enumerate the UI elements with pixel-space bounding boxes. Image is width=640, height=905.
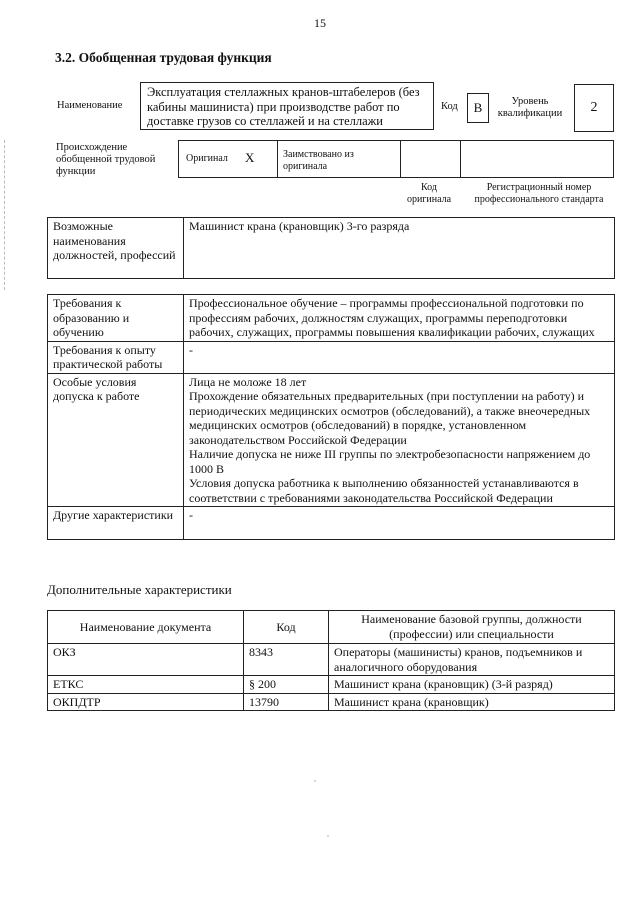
- requirement-label: Другие характеристики: [48, 507, 184, 540]
- requirement-line: Условия допуска работника к выполнению обязанностей устанавливаются в соответствии с требованиями законодательства Российской Федерации: [189, 476, 579, 505]
- table-cell: Машинист крана (крановщик): [329, 693, 615, 711]
- table-row: [48, 373, 615, 507]
- reg-number-caption: Регистрационный номер профессионального стандарта: [474, 182, 604, 205]
- code-label: Код: [441, 101, 458, 112]
- function-name-value: Эксплуатация стеллажных кранов-штабелеров (без кабины машиниста) при производстве работ по доставке грузов со стеллажей и на стеллажи: [147, 85, 420, 128]
- code-value: B: [473, 100, 483, 115]
- positions-table: [47, 217, 615, 279]
- requirement-value: [184, 507, 615, 540]
- requirements-table: [47, 294, 615, 540]
- cell-divider: [460, 141, 461, 177]
- borrowed-label: Заимствовано из оригинала: [283, 149, 354, 172]
- scan-edge-mark: [4, 140, 6, 290]
- requirement-label: Требования к образованию и обучению: [48, 295, 184, 342]
- scan-dot: [327, 835, 329, 837]
- scan-dot: [314, 780, 316, 782]
- requirement-line: -: [189, 342, 193, 357]
- table-row: [48, 507, 615, 540]
- requirement-line: Наличие допуска не ниже III группы по электробезопасности напряжением до 1000 В: [189, 447, 591, 476]
- table-row: [48, 644, 615, 676]
- additional-title: Дополнительные характеристики: [47, 582, 232, 597]
- table-row: [48, 693, 615, 711]
- positions-label: Возможные наименования должностей, профессий: [48, 218, 184, 279]
- header-cell: Наименование документа: [48, 611, 244, 644]
- origin-label: Происхождение обобщенной трудовой функции: [56, 142, 156, 177]
- requirement-line: -: [189, 508, 193, 522]
- cell-divider: [277, 141, 278, 177]
- table-row: [48, 218, 615, 279]
- table-cell: ОКПДТР: [48, 693, 244, 711]
- level-box: [574, 84, 614, 132]
- table-cell: Машинист крана (крановщик) (3-й разряд): [329, 676, 615, 694]
- table-row: [48, 341, 615, 373]
- table-header-row: [48, 611, 615, 644]
- additional-table: [47, 610, 615, 711]
- original-mark: X: [245, 150, 255, 165]
- header-cell: Код: [244, 611, 329, 644]
- code-original-caption: Код оригинала: [406, 182, 452, 205]
- table-cell: ЕТКС: [48, 676, 244, 694]
- function-name-box: [140, 82, 434, 130]
- table-cell: Операторы (машинисты) кранов, подъемников и аналогичного оборудования: [329, 644, 615, 676]
- table-cell: ОКЗ: [48, 644, 244, 676]
- code-box: [467, 93, 489, 123]
- table-cell: 8343: [244, 644, 329, 676]
- requirement-value: [184, 373, 615, 507]
- header-cell: Наименование базовой группы, должности (профессии) или специальности: [329, 611, 615, 644]
- original-label: Оригинал: [186, 153, 228, 164]
- requirement-value: [184, 295, 615, 342]
- table-cell: 13790: [244, 693, 329, 711]
- table-row: [48, 676, 615, 694]
- requirement-line: Прохождение обязательных предварительных (при поступлении на работу) и периодических медицинских осмотров (обследований), а также внеочередных медицинских осмотров (обследований) в порядке, установленном законодательством Российской Федерации: [189, 389, 591, 447]
- requirement-value: [184, 341, 615, 373]
- level-value: 2: [590, 100, 598, 115]
- level-label: Уровень квалификации: [497, 96, 563, 119]
- requirement-line: Профессиональное обучение – программы профессиональной подготовки по профессиям рабочих, должностям служащих, программы переподготовки рабочих, служащих, программы повышения квалификации рабочих, служащих: [189, 296, 595, 339]
- requirement-label: Требования к опыту практической работы: [48, 341, 184, 373]
- positions-value: Машинист крана (крановщик) 3-го разряда: [184, 218, 615, 279]
- table-row: [48, 295, 615, 342]
- requirement-line: Лица не моложе 18 лет: [189, 374, 307, 389]
- origin-box: [178, 140, 614, 178]
- section-title: 3.2. Обобщенная трудовая функция: [55, 50, 272, 65]
- page-number: 15: [314, 16, 326, 30]
- table-cell: § 200: [244, 676, 329, 694]
- requirement-label: Особые условия допуска к работе: [48, 373, 184, 507]
- cell-divider: [400, 141, 401, 177]
- name-label: Наименование: [57, 100, 123, 111]
